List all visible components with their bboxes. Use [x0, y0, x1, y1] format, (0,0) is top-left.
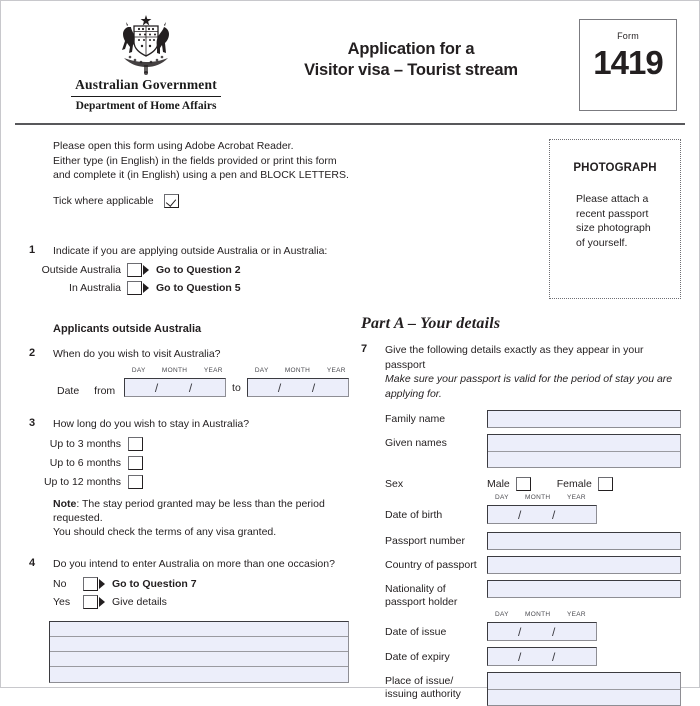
q4-option-no[interactable]	[53, 577, 349, 591]
field-family-name-label: Family name	[385, 413, 446, 425]
q1-checkbox-in-australia[interactable]	[127, 281, 142, 295]
q4-option-1-goto: Give details	[112, 595, 167, 608]
photograph-title: PHOTOGRAPH	[573, 162, 657, 174]
field-date-of-issue	[385, 611, 681, 641]
question-4-text: Do you intend to enter Australia on more than one occasion?	[53, 558, 335, 570]
q2-to-input[interactable]	[247, 378, 349, 397]
intro-line-3: and complete it (in English) using a pen and BLOCK LETTERS.	[53, 169, 349, 181]
sex-male-checkbox[interactable]	[516, 477, 531, 491]
doi-year-header: YEAR	[567, 611, 586, 618]
q2-date-label: Date	[57, 384, 80, 397]
q3-note-line-2: You should check the terms of any visa granted.	[53, 526, 277, 538]
doi-sep-1: /	[518, 625, 522, 639]
q3-option-0-label: Up to 3 months	[49, 438, 121, 450]
question-7	[361, 343, 681, 706]
page-header	[1, 1, 699, 119]
q4-detail-row[interactable]	[50, 667, 348, 682]
form-number: 1419	[593, 44, 663, 81]
doi-day-header: DAY	[495, 611, 509, 618]
q3-note-bold: Note	[53, 498, 77, 510]
question-3-text: How long do you wish to stay in Australia?	[53, 417, 250, 430]
q1-option-1-goto: Go to Question 5	[156, 282, 241, 294]
title-line-2: Visitor visa – Tourist stream	[304, 61, 518, 79]
question-7-subtext: Make sure your passport is valid for the period of stay you are applying for.	[385, 373, 673, 400]
question-3	[29, 417, 349, 540]
field-passport-number-input[interactable]	[487, 532, 681, 550]
government-name: Australian Government	[75, 77, 217, 92]
q1-option-in-australia[interactable]	[29, 281, 349, 295]
field-date-of-birth-label: Date of birth	[385, 509, 443, 521]
intro-text	[53, 139, 349, 183]
q4-detail-row[interactable]	[50, 637, 348, 652]
field-nationality-input[interactable]	[487, 580, 681, 598]
photograph-line-3: size photograph	[576, 222, 651, 234]
q3-checkbox-3-months[interactable]	[128, 437, 143, 451]
form-number-box	[579, 19, 677, 111]
q2-from-month-header: MONTH	[161, 366, 188, 374]
q3-option-3-months[interactable]	[39, 437, 349, 451]
section-subheading: Applicants outside Australia	[53, 323, 202, 335]
q4-checkbox-no[interactable]	[83, 577, 98, 591]
australian-coat-of-arms-icon	[100, 13, 192, 75]
q1-option-1-label: In Australia	[69, 282, 121, 294]
q3-note	[53, 497, 349, 539]
doe-sep-1: /	[518, 650, 522, 664]
q4-checkbox-yes[interactable]	[83, 595, 98, 609]
dob-year-header: YEAR	[567, 494, 586, 501]
date-of-birth-wrap[interactable]	[487, 494, 597, 524]
question-7-text: Give the following details exactly as they appear in your passport	[385, 344, 644, 371]
photograph-line-1: Please attach a	[576, 193, 649, 205]
q2-from-input[interactable]	[124, 378, 226, 397]
question-2	[29, 347, 349, 397]
sex-female-checkbox[interactable]	[598, 477, 613, 491]
field-sex-label: Sex	[385, 478, 404, 490]
left-column	[29, 131, 349, 683]
q2-to-day-header: DAY	[254, 366, 269, 374]
doe-sep-2: /	[552, 650, 556, 664]
photograph-line-4: of yourself.	[576, 236, 628, 249]
q2-date-to-field[interactable]	[247, 366, 349, 397]
question-1-number: 1	[29, 243, 36, 256]
tick-example-checkbox	[164, 194, 179, 208]
field-given-names-label: Given names	[385, 437, 447, 449]
question-2-number: 2	[29, 347, 36, 359]
photograph-instructions	[550, 192, 680, 250]
header-divider	[15, 123, 685, 125]
q2-to-sep-2: /	[311, 380, 316, 395]
q4-option-0-label: No	[53, 577, 67, 590]
field-nationality-label: Nationality of passport holder	[385, 583, 458, 608]
sex-male-label: Male	[487, 478, 510, 490]
dob-month-header: MONTH	[525, 494, 551, 501]
tick-where-applicable	[53, 194, 349, 208]
question-1	[29, 244, 349, 296]
q2-to-month-header: MONTH	[284, 366, 311, 374]
sex-female-label: Female	[556, 478, 592, 490]
question-1-text: Indicate if you are applying outside Australia or in Australia:	[53, 244, 328, 257]
field-date-of-birth-input[interactable]	[487, 505, 597, 524]
q3-option-12-months[interactable]	[39, 475, 349, 489]
q4-option-1-label: Yes	[53, 595, 71, 608]
question-7-number: 7	[361, 343, 368, 355]
arrow-right-icon	[99, 597, 105, 607]
q4-option-yes[interactable]	[53, 595, 349, 609]
field-date-of-expiry-label: Date of expiry	[385, 651, 450, 663]
q1-option-outside-australia[interactable]	[29, 263, 349, 277]
intro-line-1: Please open this form using Adobe Acrobat Reader.	[53, 140, 294, 152]
intro-line-2: Either type (in English) in the fields provided or print this form	[53, 154, 337, 167]
field-country-of-passport-input[interactable]	[487, 556, 681, 574]
arrow-right-icon	[99, 579, 105, 589]
dob-day-header: DAY	[495, 494, 509, 501]
tick-label: Tick where applicable	[53, 194, 154, 207]
question-4-number: 4	[29, 557, 36, 569]
q3-checkbox-6-months[interactable]	[128, 456, 143, 470]
doi-month-header: MONTH	[525, 611, 551, 618]
field-passport-number	[385, 532, 681, 550]
field-nationality	[385, 580, 681, 608]
field-sex	[385, 477, 681, 491]
q2-from-label: from	[94, 384, 116, 397]
field-passport-number-label: Passport number	[385, 535, 465, 547]
dob-sep-1: /	[518, 508, 522, 522]
field-date-of-birth	[385, 494, 681, 524]
q1-option-0-label: Outside Australia	[41, 264, 121, 276]
field-place-of-issue	[385, 672, 681, 706]
photograph-line-2: recent passport	[576, 207, 649, 220]
q3-option-1-label: Up to 6 months	[49, 457, 121, 469]
page-title	[251, 39, 571, 81]
arrow-right-icon	[143, 283, 149, 293]
question-4	[29, 557, 349, 683]
q3-option-6-months[interactable]	[39, 456, 349, 470]
q4-detail-row[interactable]	[50, 622, 348, 637]
form-body	[1, 131, 699, 700]
q2-from-sep-1: /	[154, 380, 159, 395]
field-given-names-input[interactable]	[487, 434, 681, 468]
q1-option-0-goto: Go to Question 2	[156, 264, 241, 276]
branding-rule	[71, 96, 221, 97]
part-a-section	[361, 315, 681, 706]
field-date-of-expiry	[385, 647, 681, 666]
field-date-of-issue-input[interactable]	[487, 622, 597, 641]
field-date-of-issue-label: Date of issue	[385, 626, 447, 638]
q3-checkbox-12-months[interactable]	[128, 475, 143, 489]
government-branding	[31, 13, 261, 112]
field-place-of-issue-input[interactable]	[487, 672, 681, 706]
q1-checkbox-outside-australia[interactable]	[127, 263, 142, 277]
arrow-right-icon	[143, 265, 149, 275]
q2-to-year-header: YEAR	[326, 366, 346, 374]
q2-date-range	[57, 366, 349, 397]
field-family-name-input[interactable]	[487, 410, 681, 428]
question-3-number: 3	[29, 416, 36, 429]
question-2-text: When do you wish to visit Australia?	[53, 348, 221, 360]
field-given-names	[385, 434, 681, 468]
q2-from-year-header: YEAR	[203, 366, 223, 374]
doi-sep-2: /	[552, 625, 556, 639]
department-name: Department of Home Affairs	[75, 100, 217, 112]
q4-details-textarea[interactable]	[49, 621, 349, 683]
q3-note-line-1: : The stay period granted may be less than the period requested.	[53, 498, 325, 524]
q2-to-sep-1: /	[277, 380, 282, 395]
q4-option-0-goto: Go to Question 7	[112, 577, 197, 590]
part-a-heading: Part A – Your details	[361, 315, 501, 332]
field-date-of-expiry-input[interactable]	[487, 647, 597, 666]
q2-from-sep-2: /	[188, 380, 193, 395]
date-of-issue-wrap[interactable]	[487, 611, 597, 641]
right-column	[361, 131, 681, 706]
q2-date-from-field[interactable]	[124, 366, 226, 397]
field-country-of-passport-label: Country of passport	[385, 559, 477, 571]
photograph-box	[549, 139, 681, 299]
q2-to-label: to	[232, 381, 241, 394]
q4-detail-row[interactable]	[50, 652, 348, 667]
title-line-1: Application for a	[347, 40, 475, 58]
field-country-of-passport	[385, 556, 681, 574]
q3-option-2-label: Up to 12 months	[43, 476, 121, 488]
dob-sep-2: /	[552, 508, 556, 522]
field-place-of-issue-label: Place of issue/ issuing authority	[385, 675, 461, 700]
field-family-name	[385, 410, 681, 428]
form-label: Form	[617, 31, 639, 41]
q2-from-day-header: DAY	[131, 366, 146, 374]
date-of-expiry-wrap[interactable]	[487, 647, 597, 666]
